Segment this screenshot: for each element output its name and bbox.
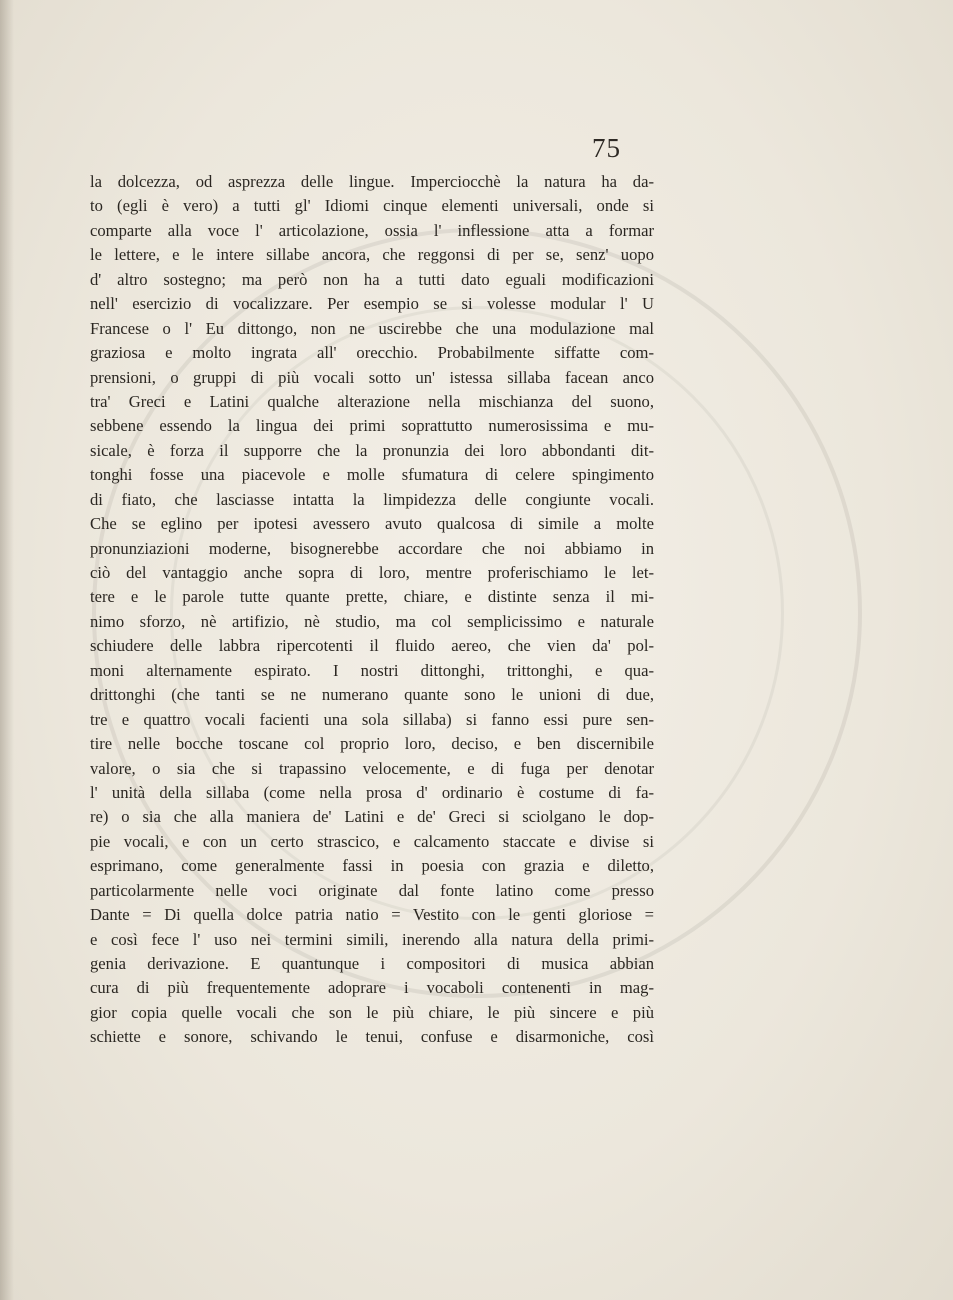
text-line: pronunziazioni moderne, bisognerebbe accordare che noi abbiamo in xyxy=(90,538,654,558)
text-line: prensioni, o gruppi di più vocali sotto un' istessa sillaba facean anco xyxy=(90,367,654,387)
text-line: l' unità della sillaba (come nella prosa d' ordinario è costume di fa- xyxy=(90,782,654,802)
text-line: e così fece l' uso nei termini simili, inerendo alla natura della primi- xyxy=(90,929,654,949)
text-line: genia derivazione. E quantunque i compositori di musica abbian xyxy=(90,954,654,973)
text-line: comparte alla voce l' articolazione, ossia l' inflessione atta a formar xyxy=(90,220,654,240)
text-line: Dante = Di quella dolce patria natio = Vestito con le genti gloriose = xyxy=(90,905,654,925)
text-line: schiudere delle labbra ripercotenti il fluido aereo, che vien da' pol- xyxy=(90,636,654,656)
text-line: di fiato, che lasciasse intatta la limpidezza delle congiunte vocali. xyxy=(90,489,654,509)
text-line: drittonghi (che tanti se ne numerano quante sono le unioni di due, xyxy=(90,685,654,705)
text-line: Che se eglino per ipotesi avessero avuto qualcosa di simile a molte xyxy=(90,514,654,534)
text-line: nimo sforzo, nè artifizio, nè studio, ma col semplicissimo e naturale xyxy=(90,611,654,631)
text-line: le lettere, e le intere sillabe ancora, che reggonsi di per se, senz' uopo xyxy=(90,245,654,265)
page-edge-shadow xyxy=(0,0,14,1300)
text-line: re) o sia che alla maniera de' Latini e de' Greci si sciolgano le dop- xyxy=(90,807,654,827)
text-line: graziosa e molto ingrata all' orecchio. Probabilmente siffatte com- xyxy=(90,343,654,363)
text-line: d' altro sostegno; ma però non ha a tutti dato eguali modificazioni xyxy=(90,269,654,289)
text-line: sebbene essendo la lingua dei primi soprattutto numerosissima e mu- xyxy=(90,416,654,436)
text-line: to (egli è vero) a tutti gl' Idiomi cinque elementi universali, onde si xyxy=(90,196,654,216)
text-line: cura di più frequentemente adoprare i vocaboli contenenti in mag- xyxy=(90,978,654,998)
body-text xyxy=(90,170,654,1050)
text-line: schiette e sonore, schivando le tenui, confuse e disarmoniche, così xyxy=(90,1027,654,1047)
text-line: pie vocali, e con un certo strascico, e calcamento staccate e divise si xyxy=(90,831,654,851)
text-line: tire nelle bocche toscane col proprio loro, deciso, e ben discernibile xyxy=(90,734,654,754)
text-line: tonghi fosse una piacevole e molle sfumatura di celere spingimento xyxy=(90,465,654,485)
page-number: 75 xyxy=(592,133,621,163)
text-line: sicale, è forza il supporre che la pronunzia dei loro abbondanti dit- xyxy=(90,440,654,460)
text-line: tra' Greci e Latini qualche alterazione nella mischianza del suono, xyxy=(90,391,654,411)
text-line: esprimano, come generalmente fassi in poesia con grazia e diletto, xyxy=(90,856,654,876)
text-line: la dolcezza, od asprezza delle lingue. Imperciocchè la natura ha da- xyxy=(90,172,654,191)
text-line: particolarmente nelle voci originate dal fonte latino come presso xyxy=(90,880,654,900)
text-line: tre e quattro vocali facienti una sola sillaba) si fanno essi pure sen- xyxy=(90,709,654,729)
text-line: gior copia quelle vocali che son le più chiare, le più sincere e più xyxy=(90,1002,654,1022)
text-line: moni alternamente espirato. I nostri dittonghi, trittonghi, e qua- xyxy=(90,660,654,680)
text-line: ciò del vantaggio anche sopra di loro, mentre proferischiamo le let- xyxy=(90,563,654,582)
text-line: valore, o sia che si trapassino velocemente, e di fuga per denotar xyxy=(90,758,654,778)
text-line: tere e le parole tutte quante prette, chiare, e distinte senza il mi- xyxy=(90,587,654,607)
text-line: Francese o l' Eu dittongo, non ne uscirebbe che una modulazione mal xyxy=(90,318,654,338)
text-line: nell' esercizio di vocalizzare. Per esempio se si volesse modular l' U xyxy=(90,294,654,314)
